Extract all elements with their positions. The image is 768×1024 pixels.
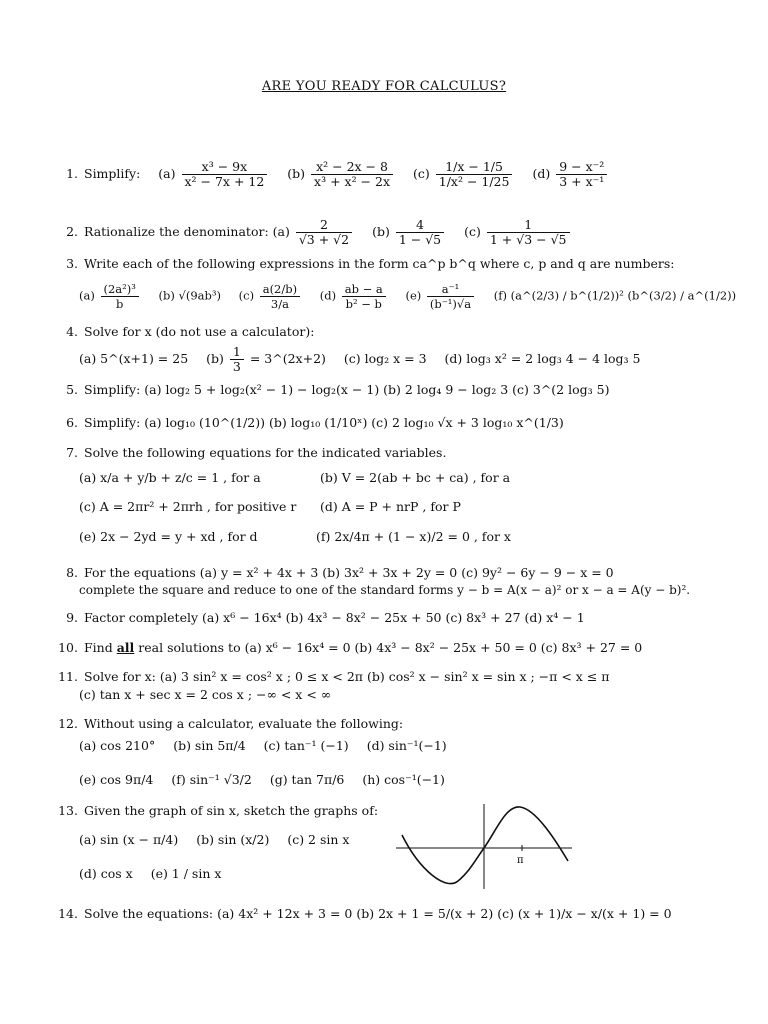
fraction-2c: $\frac{1}{1 + √3 - √5}$ [487, 218, 570, 247]
fraction-1a: $\frac{\text{x³ − 9x}}{\text{x² − 7x + 12}}$ [182, 160, 268, 189]
fraction-1d: $\frac{\text{9 − x⁻²}}{\text{3 + x⁻¹}}$ [556, 160, 607, 189]
problem-7a: (a) x/a + y/b + z/c = 1 , for a [79, 470, 261, 485]
problem-4: 4. Solve for x (do not use a calculator): [66, 324, 315, 339]
fraction-2a: $\frac{2}{√3 + √2}$ [296, 218, 352, 247]
problem-13-row2: (d) cos x (e) 1 / sin x [79, 866, 222, 881]
fraction-1b: $\frac{\text{x² − 2x − 8}}{\text{x³ + x² − 2x}}$ [311, 160, 393, 189]
problem-number: 1. [66, 166, 78, 181]
problem-10: 10. Find all real solutions to (a) x⁶ − 16x⁴ = 0 (b) 4x³ − 8x² − 25x + 50 = 0 (c) 8x³ + 27 = 0 [58, 640, 643, 655]
problem-13: 13. Given the graph of sin x, sketch the graphs of: [58, 803, 379, 818]
pi-label: π [517, 855, 524, 866]
problem-2: 2. Rationalize the denominator: (a) $\frac{2}{√3 + √2}$ (b) $\frac{4}{1 - √5}$ (c) $\frac{1}{1 + √3 - √5}$ [48, 218, 728, 247]
fraction-1c: $\frac{1/x - 1/5}{\text{1/x² − 1/25}}$ [436, 160, 513, 189]
problem-8: 8. For the equations (a) y = x² + 4x + 3 (b) 3x² + 3x + 2y = 0 (c) 9y² − 6y − 9 − x = 0 [66, 565, 614, 580]
problem-1: 1. Simplify: (a) $\frac{\text{x³ − 9x}}{\text{x² − 7x + 12}}$ (b) $\frac{\text{x² − 2x − 8}}{\text{x³ + x² − 2x}}$ (c) $\frac{1/x - 1/5}{\text{1/x² − 1/25}}$ (d) $\frac{\text{9 − x⁻²}}{\text{3 + x⁻¹}}$ [48, 160, 728, 189]
problem-13-row1: (a) sin (x − π/4) (b) sin (x/2) (c) 2 sin x [79, 832, 350, 847]
problem-6: 6. Simplify: (a) log₁₀ (10^(1/2)) (b) log₁₀ (1/10ˣ) (c) 2 log₁₀ √x + 3 log₁₀ x^(1/3) [66, 415, 564, 430]
problem-8-line2: complete the square and reduce to one of the standard forms y − b = A(x − a)² or x − a = A(y − b)². [79, 583, 691, 597]
page-title: ARE YOU READY FOR CALCULUS? [261, 79, 507, 94]
problem-7f: (f) 2x/4π + (1 − x)/2 = 0 , for x [316, 529, 511, 544]
problem-14: 14. Solve the equations: (a) 4x² + 12x + 3 = 0 (b) 2x + 1 = 5/(x + 2) (c) (x + 1)/x − x/(x + 1) = 0 [58, 906, 672, 921]
problem-5: 5. Simplify: (a) log₂ 5 + log₂(x² − 1) − log₂(x − 1) (b) 2 log₄ 9 − log₂ 3 (c) 3^(2 log₃ 5) [66, 382, 610, 397]
sine-graph [396, 801, 572, 891]
sine-curve [402, 807, 568, 884]
problem-3-parts: (a) $\frac{\text{(2a²)³}}{b}$ (b) √(9ab³) (c) $\frac{a(2/b)}{3/a}$ (d) $\frac{ab - a}{\text{b² − b}}$ (e) $\frac{\text{a⁻¹}}{\text{(b⁻¹)√a}}$ (f) (a^(2/3) / b^(1/2))² (b^(3/2) / a^(1/2)) [79, 282, 737, 311]
problem-3: 3. Write each of the following expressions in the form ca^p b^q where c, p and q are numbers: [66, 256, 675, 271]
problem-11: 11. Solve for x: (a) 3 sin² x = cos² x ; 0 ≤ x < 2π (b) cos² x − sin² x = sin x ; −π < x ≤ π [58, 669, 610, 684]
problem-7d: (d) A = P + nrP , for P [320, 499, 461, 514]
fraction-2b: $\frac{4}{1 - √5}$ [396, 218, 444, 247]
problem-7b: (b) V = 2(ab + bc + ca) , for a [320, 470, 511, 485]
problem-4-parts: (a) 5^(x+1) = 25 (b) $\frac{1}{3}$ = 3^(2x+2) (c) log₂ x = 3 (d) log₃ x² = 2 log₃ 4 − 4 log₃ 5 [79, 344, 641, 374]
problem-12: 12. Without using a calculator, evaluate the following: [58, 716, 404, 731]
problem-7e: (e) 2x − 2yd = y + xd , for d [79, 529, 258, 544]
problem-7: 7. Solve the following equations for the indicated variables. [66, 445, 447, 460]
problem-11-line2: (c) tan x + sec x = 2 cos x ; −∞ < x < ∞ [79, 687, 332, 702]
problem-7c: (c) A = 2πr² + 2πrh , for positive r [79, 499, 297, 514]
problem-9: 9. Factor completely (a) x⁶ − 16x⁴ (b) 4x³ − 8x² − 25x + 50 (c) 8x³ + 27 (d) x⁴ − 1 [66, 610, 585, 625]
problem-12-row1: (a) cos 210° (b) sin 5π/4 (c) tan⁻¹ (−1) (d) sin⁻¹(−1) [79, 738, 447, 753]
problem-12-row2: (e) cos 9π/4 (f) sin⁻¹ √3/2 (g) tan 7π/6 (h) cos⁻¹(−1) [79, 772, 445, 787]
